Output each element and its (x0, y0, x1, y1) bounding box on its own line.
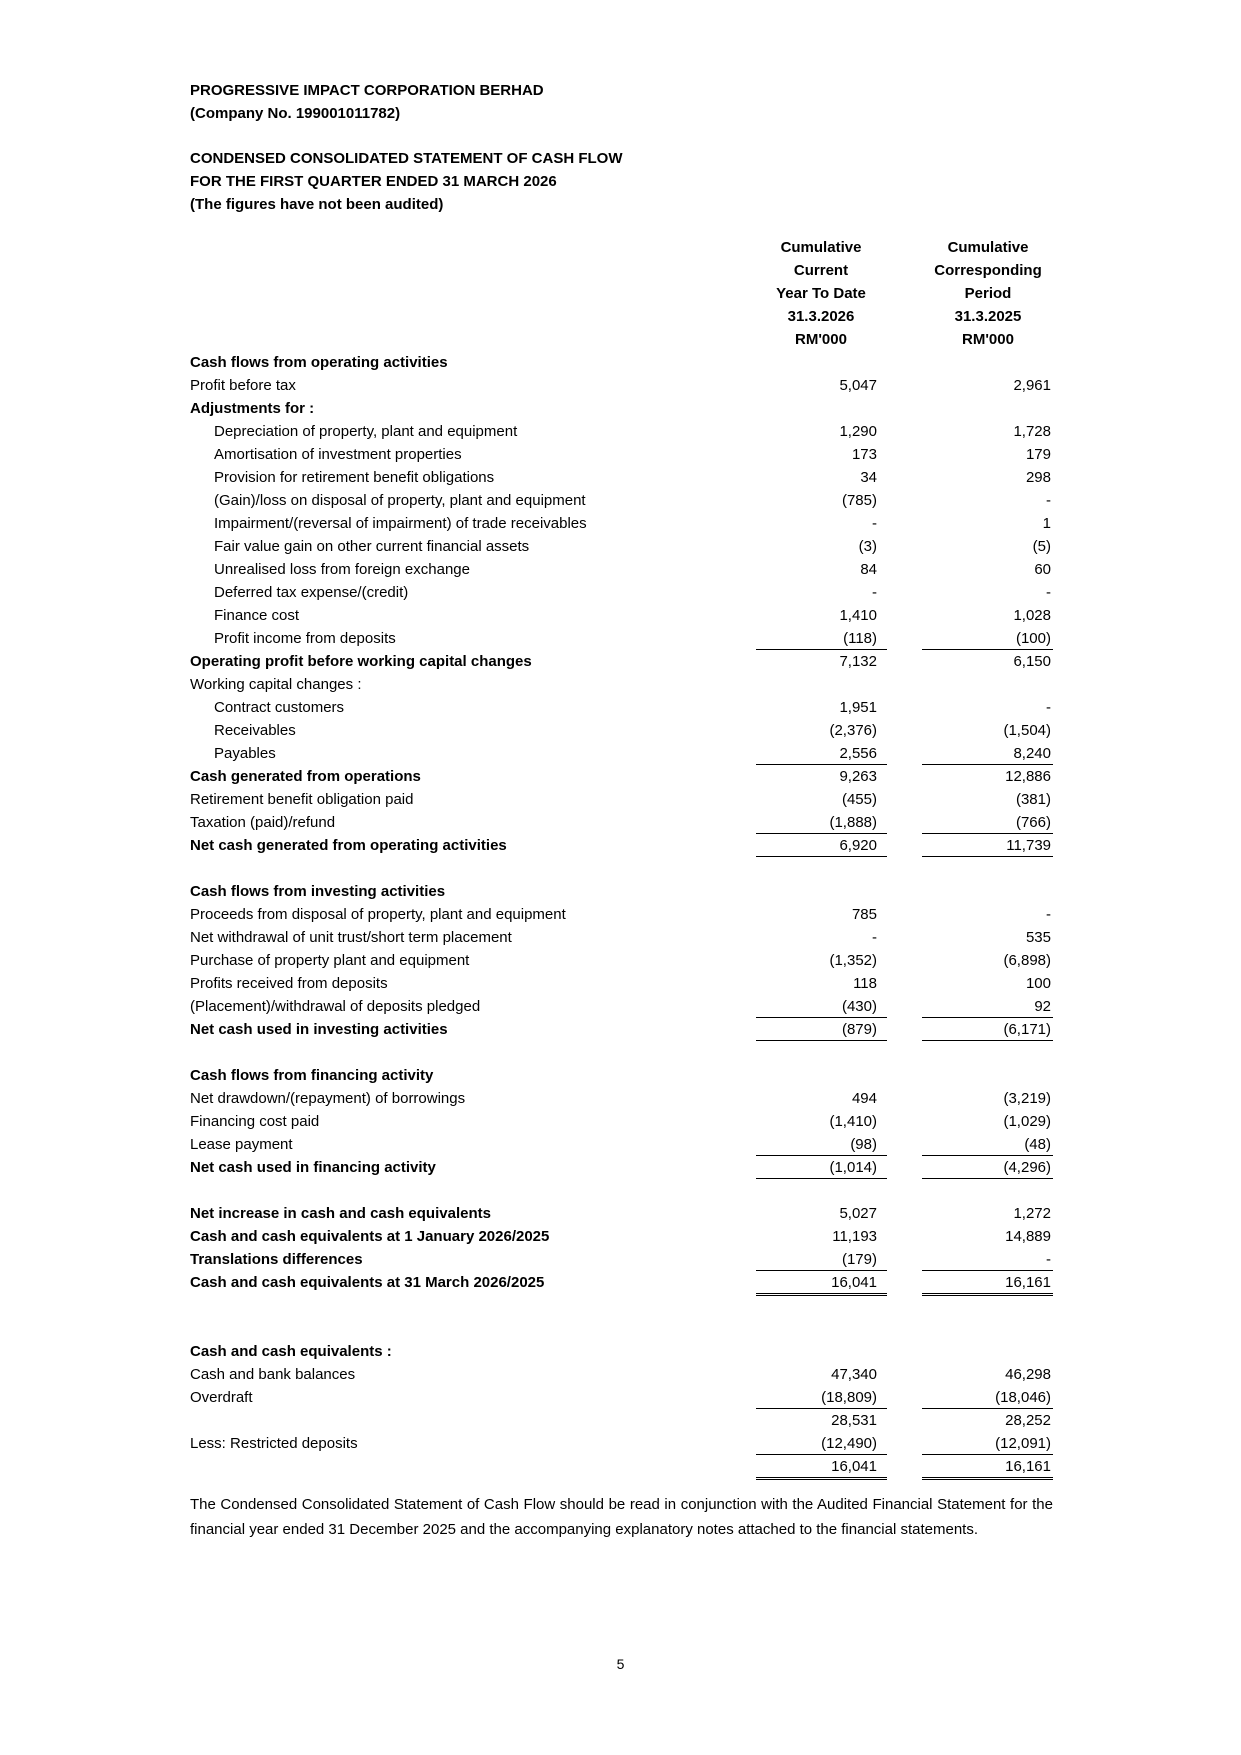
value-current: 1,410 (839, 607, 877, 624)
column-header-line: 31.3.2026 (787, 308, 855, 325)
value-current: (1,352) (829, 952, 877, 969)
statement-period: FOR THE FIRST QUARTER ENDED 31 MARCH 2026 (190, 173, 557, 190)
row-provision-for-retirement-benefit-obligations (190, 466, 1053, 489)
value-corresponding: 298 (1025, 469, 1051, 486)
value-current: - (872, 515, 877, 532)
value-corresponding: (6,898) (1003, 952, 1051, 969)
row-label: Profit income from deposits (214, 630, 396, 647)
column-header-line: Year To Date (776, 285, 866, 302)
value-current: (1,014) (829, 1159, 877, 1176)
value-current: 16,041 (831, 1458, 877, 1475)
row-label: Net cash generated from operating activities (190, 837, 507, 854)
row-cash-generated-from-operations (190, 765, 1053, 788)
value-corresponding: 1 (1042, 515, 1051, 532)
audit-note: (The figures have not been audited) (190, 196, 444, 213)
value-corresponding: - (1046, 584, 1051, 601)
row-purchase-of-property-plant-and-equipment (190, 949, 1053, 972)
value-current: 16,041 (831, 1274, 877, 1291)
value-current: 785 (851, 906, 877, 923)
row-taxation-paid-refund (190, 811, 1053, 834)
value-current: (1,410) (829, 1113, 877, 1130)
row-placement-withdrawal-of-deposits-pledged (190, 995, 1053, 1018)
double-underline (922, 1293, 1053, 1296)
row-cash-and-bank-balances (190, 1363, 1053, 1386)
value-corresponding: 14,889 (1005, 1228, 1051, 1245)
value-current: (2,376) (829, 722, 877, 739)
value-corresponding: 100 (1025, 975, 1051, 992)
row-fair-value-gain-on-other-current-financial-asset (190, 535, 1053, 558)
row-label: Depreciation of property, plant and equipment (214, 423, 518, 440)
company-number: (Company No. 199001011782) (190, 105, 401, 122)
row-retirement-benefit-obligation-paid (190, 788, 1053, 811)
row-label: Unrealised loss from foreign exchange (214, 561, 470, 578)
row-label: Impairment/(reversal of impairment) of trade receivables (214, 515, 587, 532)
underline (922, 1040, 1053, 1041)
underline (756, 1155, 887, 1156)
underline (922, 1270, 1053, 1271)
row-payables (190, 742, 1053, 765)
underline (756, 1408, 887, 1409)
row-net-drawdown-repayment-of-borrowings (190, 1087, 1053, 1110)
row-label: Deferred tax expense/(credit) (214, 584, 409, 601)
row-unrealised-loss-from-foreign-exchange (190, 558, 1053, 581)
value-current: 1,290 (839, 423, 877, 440)
value-current: (1,888) (829, 814, 877, 831)
company-name: PROGRESSIVE IMPACT CORPORATION BERHAD (190, 82, 544, 99)
row-depreciation-of-property-plant-and-equipment (190, 420, 1053, 443)
row-cash-and-cash-equivalents-at-31-march-2026-2025 (190, 1271, 1053, 1294)
value-corresponding: 12,886 (1005, 768, 1051, 785)
value-current: (98) (850, 1136, 877, 1153)
row-receivables (190, 719, 1053, 742)
value-current: 7,132 (839, 653, 877, 670)
underline (922, 1017, 1053, 1018)
row-label: Net drawdown/(repayment) of borrowings (190, 1090, 466, 1107)
column-header-corresponding (913, 236, 1063, 351)
row-label: Provision for retirement benefit obligations (214, 469, 495, 486)
value-corresponding: 60 (1034, 561, 1051, 578)
value-current: (430) (841, 998, 877, 1015)
double-underline (756, 1477, 887, 1480)
row-label: Overdraft (190, 1389, 253, 1406)
row-adjustments-for (190, 397, 1053, 420)
value-corresponding: - (1046, 906, 1051, 923)
value-current: 28,531 (831, 1412, 877, 1429)
underline (756, 833, 887, 834)
value-current: - (872, 584, 877, 601)
value-current: 494 (851, 1090, 877, 1107)
row-net-increase-in-cash-and-cash-equivalents (190, 1202, 1053, 1225)
underline (756, 856, 887, 857)
value-corresponding: 2,961 (1013, 377, 1051, 394)
value-corresponding: (5) (1032, 538, 1051, 555)
row-net-cash-used-in-investing-activities (190, 1018, 1053, 1041)
value-corresponding: 16,161 (1005, 1458, 1051, 1475)
row-subtotal (190, 1409, 1053, 1432)
row-label: Profit before tax (190, 377, 296, 394)
row-less-restricted-deposits (190, 1432, 1053, 1455)
underline (756, 1270, 887, 1271)
row-label: Lease payment (190, 1136, 293, 1153)
value-current: 34 (860, 469, 877, 486)
value-current: (12,490) (821, 1435, 877, 1452)
underline (922, 764, 1053, 765)
row-profits-received-from-deposits (190, 972, 1053, 995)
row-label: Cash and cash equivalents at 1 January 2026/2025 (190, 1228, 550, 1245)
value-current: 47,340 (831, 1366, 877, 1383)
value-current: 6,920 (839, 837, 877, 854)
value-corresponding: (6,171) (1003, 1021, 1051, 1038)
row-label: Taxation (paid)/refund (190, 814, 336, 831)
row-label: Finance cost (214, 607, 300, 624)
value-corresponding: 535 (1025, 929, 1051, 946)
row-label: Net withdrawal of unit trust/short term placement (190, 929, 512, 946)
value-current: (879) (841, 1021, 877, 1038)
row-translations-differences (190, 1248, 1053, 1271)
row-label: Receivables (214, 722, 296, 739)
value-current: (3) (858, 538, 877, 555)
value-current: 173 (851, 446, 877, 463)
value-corresponding: 8,240 (1013, 745, 1051, 762)
row-cash-flows-from-operating-activities (190, 351, 1053, 374)
row-label: Proceeds from disposal of property, plant and equipment (190, 906, 566, 923)
row-label: Retirement benefit obligation paid (190, 791, 414, 808)
underline (922, 833, 1053, 834)
underline (922, 856, 1053, 857)
underline (756, 1178, 887, 1179)
value-current: 9,263 (839, 768, 877, 785)
row-cash-flows-from-financing-activity (190, 1064, 1053, 1087)
underline (922, 1178, 1053, 1179)
statement-title: CONDENSED CONSOLIDATED STATEMENT OF CASH FLOW (190, 150, 623, 167)
value-current: 2,556 (839, 745, 877, 762)
row-operating-profit-before-working-capital-changes (190, 650, 1053, 673)
row-label: Cash and cash equivalents : (190, 1343, 392, 1360)
value-current: (18,809) (821, 1389, 877, 1406)
row-deferred-tax-expense-credit (190, 581, 1053, 604)
value-corresponding: (1,029) (1003, 1113, 1051, 1130)
row-label: Profits received from deposits (190, 975, 388, 992)
row-lease-payment (190, 1133, 1053, 1156)
value-corresponding: (18,046) (995, 1389, 1051, 1406)
value-corresponding: 28,252 (1005, 1412, 1051, 1429)
row-label: Purchase of property plant and equipment (190, 952, 470, 969)
row-net-cash-generated-from-operating-activities (190, 834, 1053, 857)
value-corresponding: 179 (1025, 446, 1051, 463)
row-profit-income-from-deposits (190, 627, 1053, 650)
row-cash-and-cash-equivalents-at-1-january-2026-2025 (190, 1225, 1053, 1248)
value-corresponding: (48) (1024, 1136, 1051, 1153)
value-corresponding: 16,161 (1005, 1274, 1051, 1291)
underline (756, 1040, 887, 1041)
value-corresponding: 1,272 (1013, 1205, 1051, 1222)
underline (922, 1454, 1053, 1455)
value-corresponding: 92 (1034, 998, 1051, 1015)
row-label: Translations differences (190, 1251, 363, 1268)
row-label: Cash generated from operations (190, 768, 421, 785)
value-corresponding: (12,091) (995, 1435, 1051, 1452)
row-cash-and-cash-equivalents (190, 1340, 1053, 1363)
value-current: 11,193 (832, 1228, 877, 1245)
row-label: Net cash used in financing activity (190, 1159, 436, 1176)
row-label: (Gain)/loss on disposal of property, plant and equipment (214, 492, 586, 509)
row-proceeds-from-disposal-of-property-plant-and-equ (190, 903, 1053, 926)
row-label: Less: Restricted deposits (190, 1435, 358, 1452)
row-label: Cash flows from investing activities (190, 883, 446, 900)
row-label: Cash flows from financing activity (190, 1067, 434, 1084)
value-corresponding: 1,028 (1013, 607, 1051, 624)
value-corresponding: - (1046, 1251, 1051, 1268)
row-finance-cost (190, 604, 1053, 627)
row-label: Cash flows from operating activities (190, 354, 448, 371)
page-number: 5 (616, 1656, 625, 1672)
value-corresponding: (4,296) (1003, 1159, 1051, 1176)
value-corresponding: (3,219) (1003, 1090, 1051, 1107)
row-label: Fair value gain on other current financial assets (214, 538, 530, 555)
row-net-cash-used-in-financing-activity (190, 1156, 1053, 1179)
row-label: (Placement)/withdrawal of deposits pledged (190, 998, 481, 1015)
double-underline (756, 1293, 887, 1296)
value-corresponding: 11,739 (1006, 837, 1051, 854)
column-header-line: 31.3.2025 (954, 308, 1022, 325)
footnote: The Condensed Consolidated Statement of Cash Flow should be read in conjunction with the Audited Financial Statement for the financial year ended 31 December 2025 and the accompanying explanatory notes attached to the financial statements. (190, 1496, 1053, 1538)
row-label: Operating profit before working capital changes (190, 653, 532, 670)
underline (922, 1408, 1053, 1409)
value-current: (179) (841, 1251, 877, 1268)
row-label: Adjustments for : (190, 400, 315, 417)
value-current: 84 (860, 561, 877, 578)
value-current: (118) (843, 630, 877, 647)
value-current: 5,027 (839, 1205, 877, 1222)
underline (756, 1454, 887, 1455)
row-label: Amortisation of investment properties (214, 446, 462, 463)
value-corresponding: (381) (1015, 791, 1051, 808)
value-corresponding: - (1046, 699, 1051, 716)
row-net-withdrawal-of-unit-trust-short-term-placemen (190, 926, 1053, 949)
row-amortisation-of-investment-properties (190, 443, 1053, 466)
column-header-line: RM'000 (962, 331, 1014, 348)
value-current: 118 (853, 975, 877, 992)
row-label: Financing cost paid (190, 1113, 320, 1130)
row-gain-loss-on-disposal-of-property-plant-and-equi (190, 489, 1053, 512)
column-header-line: RM'000 (795, 331, 847, 348)
column-header-line: Cumulative (780, 239, 862, 256)
column-header-line: Current (793, 262, 849, 279)
row-label: Cash and bank balances (190, 1366, 356, 1383)
underline (756, 1017, 887, 1018)
value-current: - (872, 929, 877, 946)
row-label: Contract customers (214, 699, 345, 716)
value-corresponding: 46,298 (1005, 1366, 1051, 1383)
row-label: Cash and cash equivalents at 31 March 2026/2025 (190, 1274, 545, 1291)
underline (922, 649, 1053, 650)
row-label: Payables (214, 745, 276, 762)
underline (922, 1155, 1053, 1156)
value-current: (785) (841, 492, 877, 509)
row-cash-flows-from-investing-activities (190, 880, 1053, 903)
column-header-line: Period (964, 285, 1012, 302)
row-label: Working capital changes : (190, 676, 362, 693)
row-working-capital-changes (190, 673, 1053, 696)
column-header-line: Cumulative (947, 239, 1029, 256)
value-corresponding: 6,150 (1013, 653, 1051, 670)
column-header-current (746, 236, 896, 351)
value-corresponding: 1,728 (1013, 423, 1051, 440)
column-header-line: Corresponding (934, 262, 1042, 279)
double-underline (922, 1477, 1053, 1480)
row-subtotal (190, 1455, 1053, 1478)
value-corresponding: - (1046, 492, 1051, 509)
row-label: Net cash used in investing activities (190, 1021, 448, 1038)
row-contract-customers (190, 696, 1053, 719)
value-corresponding: (1,504) (1003, 722, 1051, 739)
value-current: 1,951 (839, 699, 877, 716)
value-current: (455) (841, 791, 877, 808)
row-financing-cost-paid (190, 1110, 1053, 1133)
value-current: 5,047 (839, 377, 877, 394)
row-impairment-reversal-of-impairment-of-trade-recei (190, 512, 1053, 535)
underline (756, 764, 887, 765)
underline (756, 649, 887, 650)
row-profit-before-tax (190, 374, 1053, 397)
value-corresponding: (100) (1015, 630, 1051, 647)
row-label: Net increase in cash and cash equivalents (190, 1205, 491, 1222)
row-overdraft (190, 1386, 1053, 1409)
value-corresponding: (766) (1015, 814, 1051, 831)
